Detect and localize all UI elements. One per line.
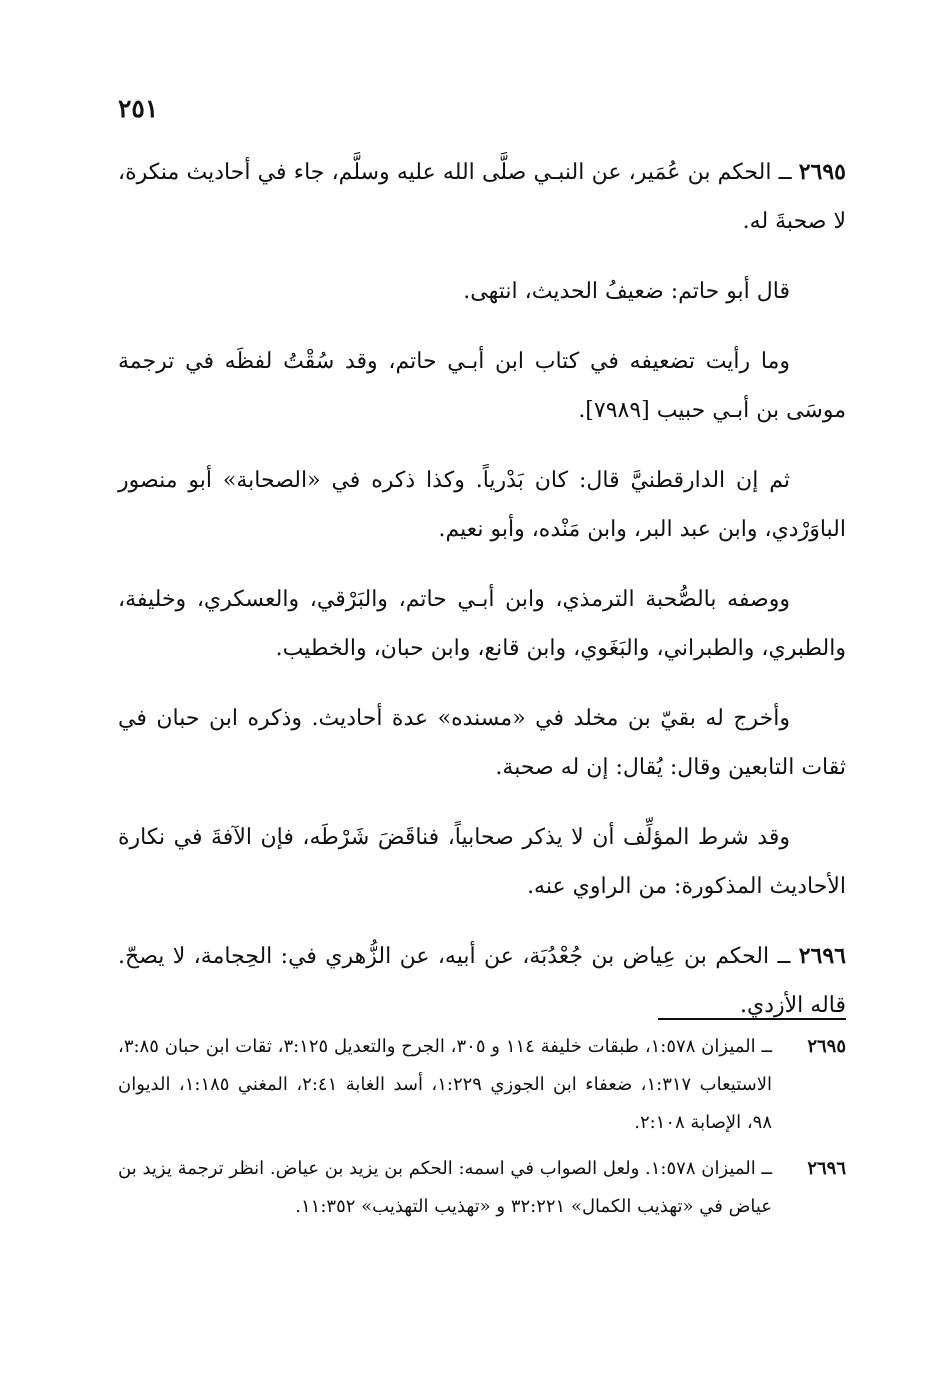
footnote-text: ــ الميزان ١:٥٧٨. ولعل الصواب في اسمه: الحكم بن يزيد بن عياض. انظر ترجمة يزيد بن عياض في «تهذيب الكمال» ٣٢:٢٢١ و «تهذيب التهذيب» ١١:٣٥٢. [118,1158,772,1217]
entry-paragraph [118,148,846,246]
entry-number: ٢٦٩٦ [798,943,846,969]
paragraph [118,337,846,435]
footnote-number: ٢٦٩٥ [807,1036,846,1057]
paragraph [118,694,846,792]
paragraph-text: ووصفه بالصُّحبة الترمذي، وابن أبـي حاتم، والبَرْقي، والعسكري، وخليفة، والطبري، والطبراني، والبَغَوي، وابن قانع، وابن حبان، والخطيب. [118,587,846,661]
main-text [118,148,846,1051]
footnote [118,1028,846,1142]
entry-paragraph [118,932,846,1030]
paragraph [118,575,846,673]
paragraph-text: ــ الحكم بن عُمَير، عن النبـي صلَّى الله عليه وسلَّم، جاء في أحاديث منكرة، لا صحبةَ له. [118,160,846,234]
paragraph [118,456,846,554]
paragraph-text: وأخرج له بقيّ بن مخلد في «مسنده» عدة أحاديث. وذكره ابن حبان في ثقات التابعين وقال: يُقال: إن له صحبة. [118,706,846,780]
footnote-number: ٢٦٩٦ [807,1158,846,1179]
entry-number: ٢٦٩٥ [798,159,846,185]
paragraph [118,813,846,911]
footnotes [118,1028,846,1234]
paragraph-text: قال أبو حاتم: ضعيفُ الحديث، انتهى. [463,279,790,304]
paragraph [118,267,846,316]
paragraph-text: وقد شرط المؤلِّف أن لا يذكر صحابياً، فناقَضَ شَرْطَه، فإن الآفةَ في نكارة الأحاديث المذكورة: من الراوي عنه. [118,825,846,899]
paragraph-text: ثم إن الدارقطنيَّ قال: كان بَدْرياً. وكذا ذكره في «الصحابة» أبو منصور الباوَرْدي، وابن عبد البر، وابن مَنْده، وأبو نعيم. [118,468,846,542]
footnote-divider [658,1018,846,1020]
footnote [118,1150,846,1226]
paragraph-text: ــ الحكم بن عِياض بن جُعْدُبَة، عن أبيه، عن الزُّهري في: الحِجامة، لا يصحّ. قاله الأزدي. [118,944,846,1018]
footnote-text: ــ الميزان ١:٥٧٨، طبقات خليفة ١١٤ و ٣٠٥، الجرح والتعديل ٣:١٢٥، ثقات ابن حبان ٣:٨٥، الاستيعاب ١:٣١٧، ضعفاء ابن الجوزي ١:٢٢٩، أسد الغابة ٢:٤١، المغني ١:١٨٥، الديوان ٩٨، الإصابة ٢:١٠٨. [118,1036,773,1133]
page-number: ٢٥١ [118,94,159,123]
paragraph-text: وما رأيت تضعيفه في كتاب ابن أبـي حاتم، وقد سُقْتُ لفظَه في ترجمة موسَى بن أبـي حبيب [٧٩٨٩]. [118,349,846,423]
